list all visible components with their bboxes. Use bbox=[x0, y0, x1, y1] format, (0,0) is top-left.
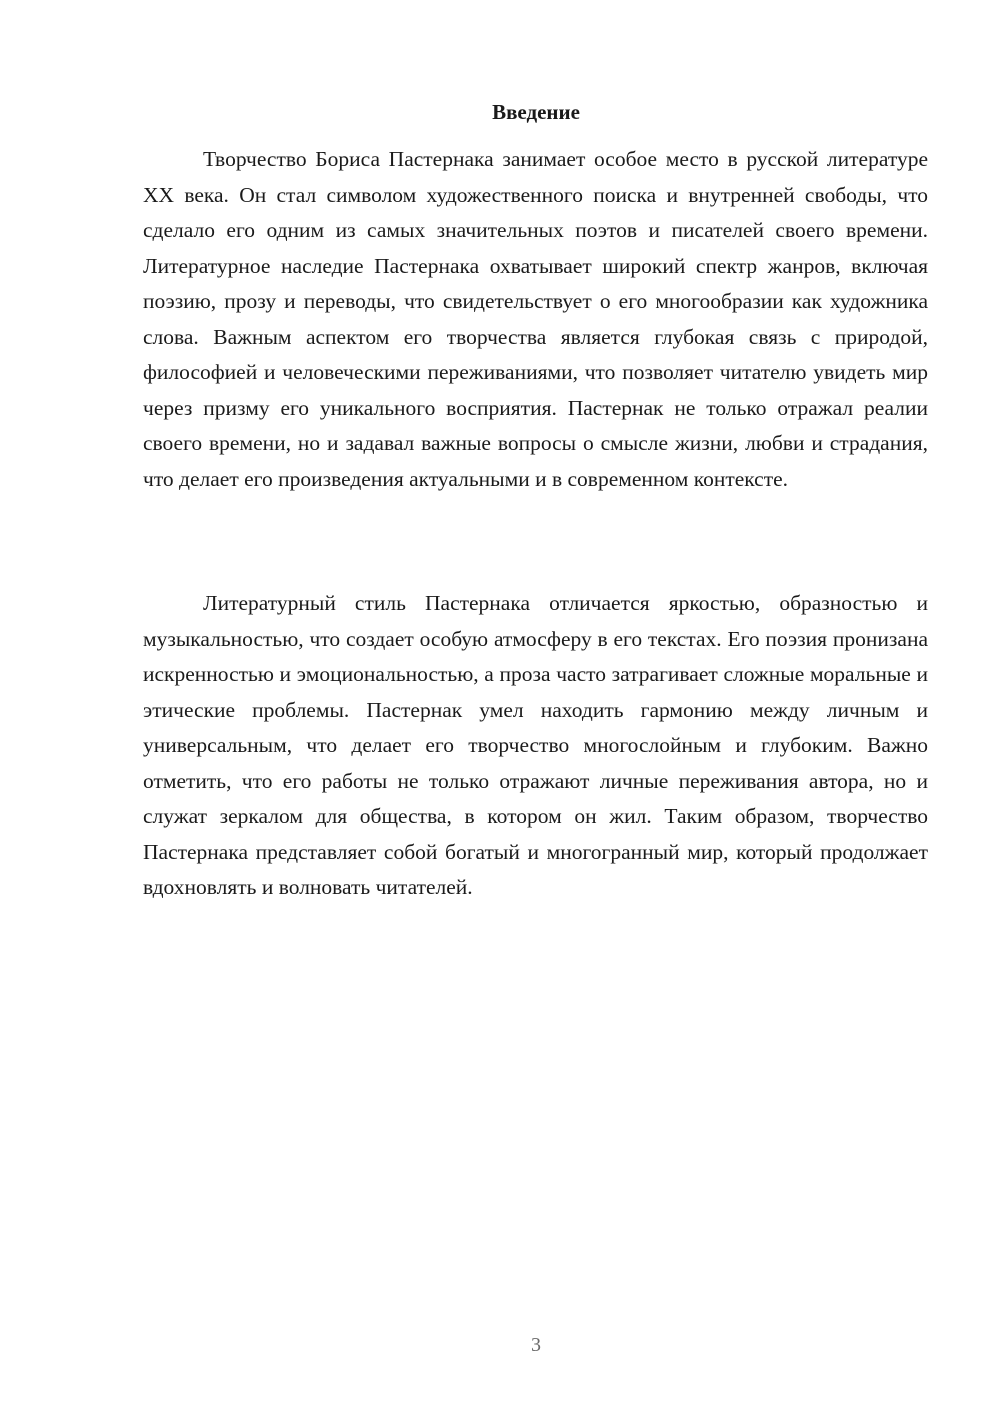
paragraph-2: Литературный стиль Пастернака отличается яркостью, образностью и музыкальностью, что создает особую атмосферу в его текстах. Его поэзия пронизана искренностью и эмоциональностью, а проза часто затрагивает сложные моральные и этические проблемы. Пастернак умел находить гармонию между личным и универсальным, что делает его творчество многослойным и глубоким. Важно отметить, что его работы не только отражают личные переживания автора, но и служат зеркалом для общества, в котором он жил. Таким образом, творчество Пастернака представляет собой богатый и многогранный мир, который продолжает вдохновлять и волновать читателей. bbox=[143, 591, 928, 899]
paragraph-1: Творчество Бориса Пастернака занимает особое место в русской литературе XX века. Он стал символом художественного поиска и внутренней свободы, что сделало его одним из самых значительных поэтов и писателей своего времени. Литературное наследие Пастернака охватывает широкий спектр жанров, включая поэзию, прозу и переводы, что свидетельствует о его многообразии как художника слова. Важным аспектом его творчества является глубокая связь с природой, философией и человеческими переживаниями, что позволяет читателю увидеть мир через призму его уникального восприятия. Пастернак не только отражал реалии своего времени, но и задавал важные вопросы о смысле жизни, любви и страдания, что делает его произведения актуальными и в современном контексте. bbox=[143, 147, 928, 491]
section-heading: Введение bbox=[492, 100, 580, 124]
paragraph-2-block bbox=[143, 586, 928, 906]
page-number: 3 bbox=[531, 1334, 541, 1356]
paragraph-1-block bbox=[143, 142, 928, 497]
